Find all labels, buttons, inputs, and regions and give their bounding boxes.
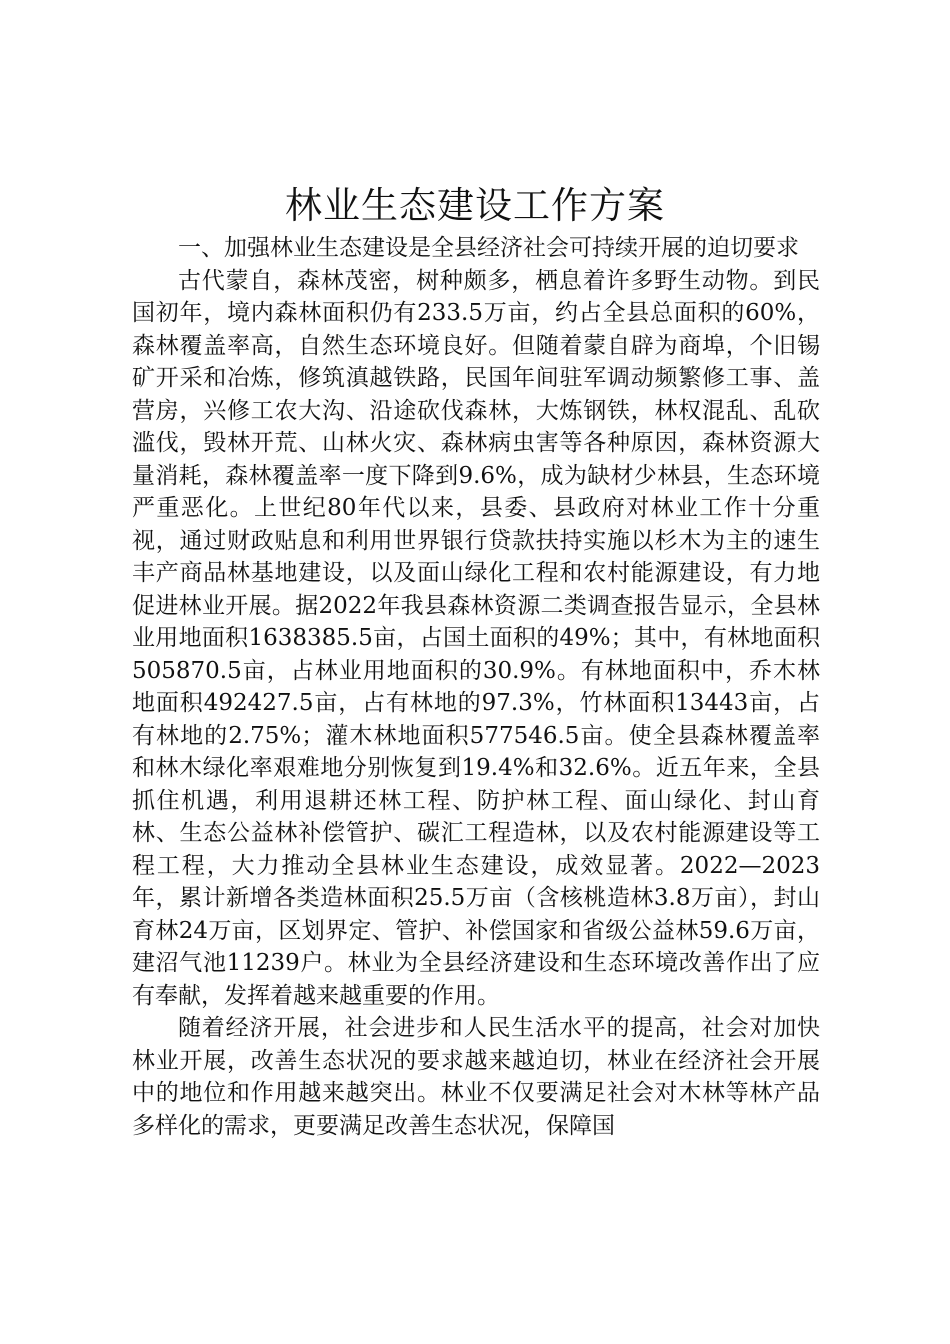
section-heading: 一、加强林业生态建设是全县经济社会可持续开展的迫切要求: [178, 235, 799, 261]
document-title: 林业生态建设工作方案: [285, 184, 665, 227]
body-paragraph: 古代蒙自，森林茂密，树种颇多，栖息着许多野生动物。到民国初年，境内森林面积仍有233.5万亩，约占全县总面积的60%，森林覆盖率高，自然生态环境良好。但随着蒙自辟为商埠，个旧锡矿开采和冶炼，修筑滇越铁路，民国年间驻军调动频繁修工事、盖营房，兴修工农大沟、沿途砍伐森林，大炼钢铁，林权混乱、乱砍滥伐，毁林开荒、山林火灾、森林病虫害等各种原因，森林资源大量消耗，森林覆盖率一度下降到9.6%，成为缺材少林县，生态环境严重恶化。上世纪80年代以来，县委、县政府对林业工作十分重视，通过财政贴息和利用世界银行贷款扶持实施以杉木为主的速生丰产商品林基地建设，以及面山绿化工程和农村能源建设，有力地促进林业开展。据2022年我县森林资源二类调查报告显示，全县林业用地面积1638385.5亩，占国土面积的49%；其中，有林地面积505870.5亩，占林业用地面积的30.9%。有林地面积中，乔木林地面积492427.5亩，占有林地的97.3%，竹林面积13443亩，占有林地的2.75%；灌木林地面积577546.5亩。使全县森林覆盖率和林木绿化率艰难地分别恢复到19.4%和32.6%。近五年来，全县抓住机遇，利用退耕还林工程、防护林工程、面山绿化、封山育林、生态公益林补偿管护、碳汇工程造林，以及农村能源建设等工程工程，大力推动全县林业生态建设，成效显著。2022—2023年，累计新增各类造林面积25.5万亩（含核桃造林3.8万亩），封山育林24万亩，区划界定、管护、补偿国家和省级公益林59.6万亩，建沼气池11239户。林业为全县经济建设和生态环境改善作出了应有奉献，发挥着越来越重要的作用。: [132, 267, 820, 1009]
body-paragraph: 随着经济开展，社会进步和人民生活水平的提高，社会对加快林业开展，改善生态状况的要求越来越迫切，林业在经济社会开展中的地位和作用越来越突出。林业不仅要满足社会对木林等林产品多样化的需求，更要满足改善生态状况，保障国: [132, 1015, 820, 1139]
document-body: [132, 232, 820, 1142]
